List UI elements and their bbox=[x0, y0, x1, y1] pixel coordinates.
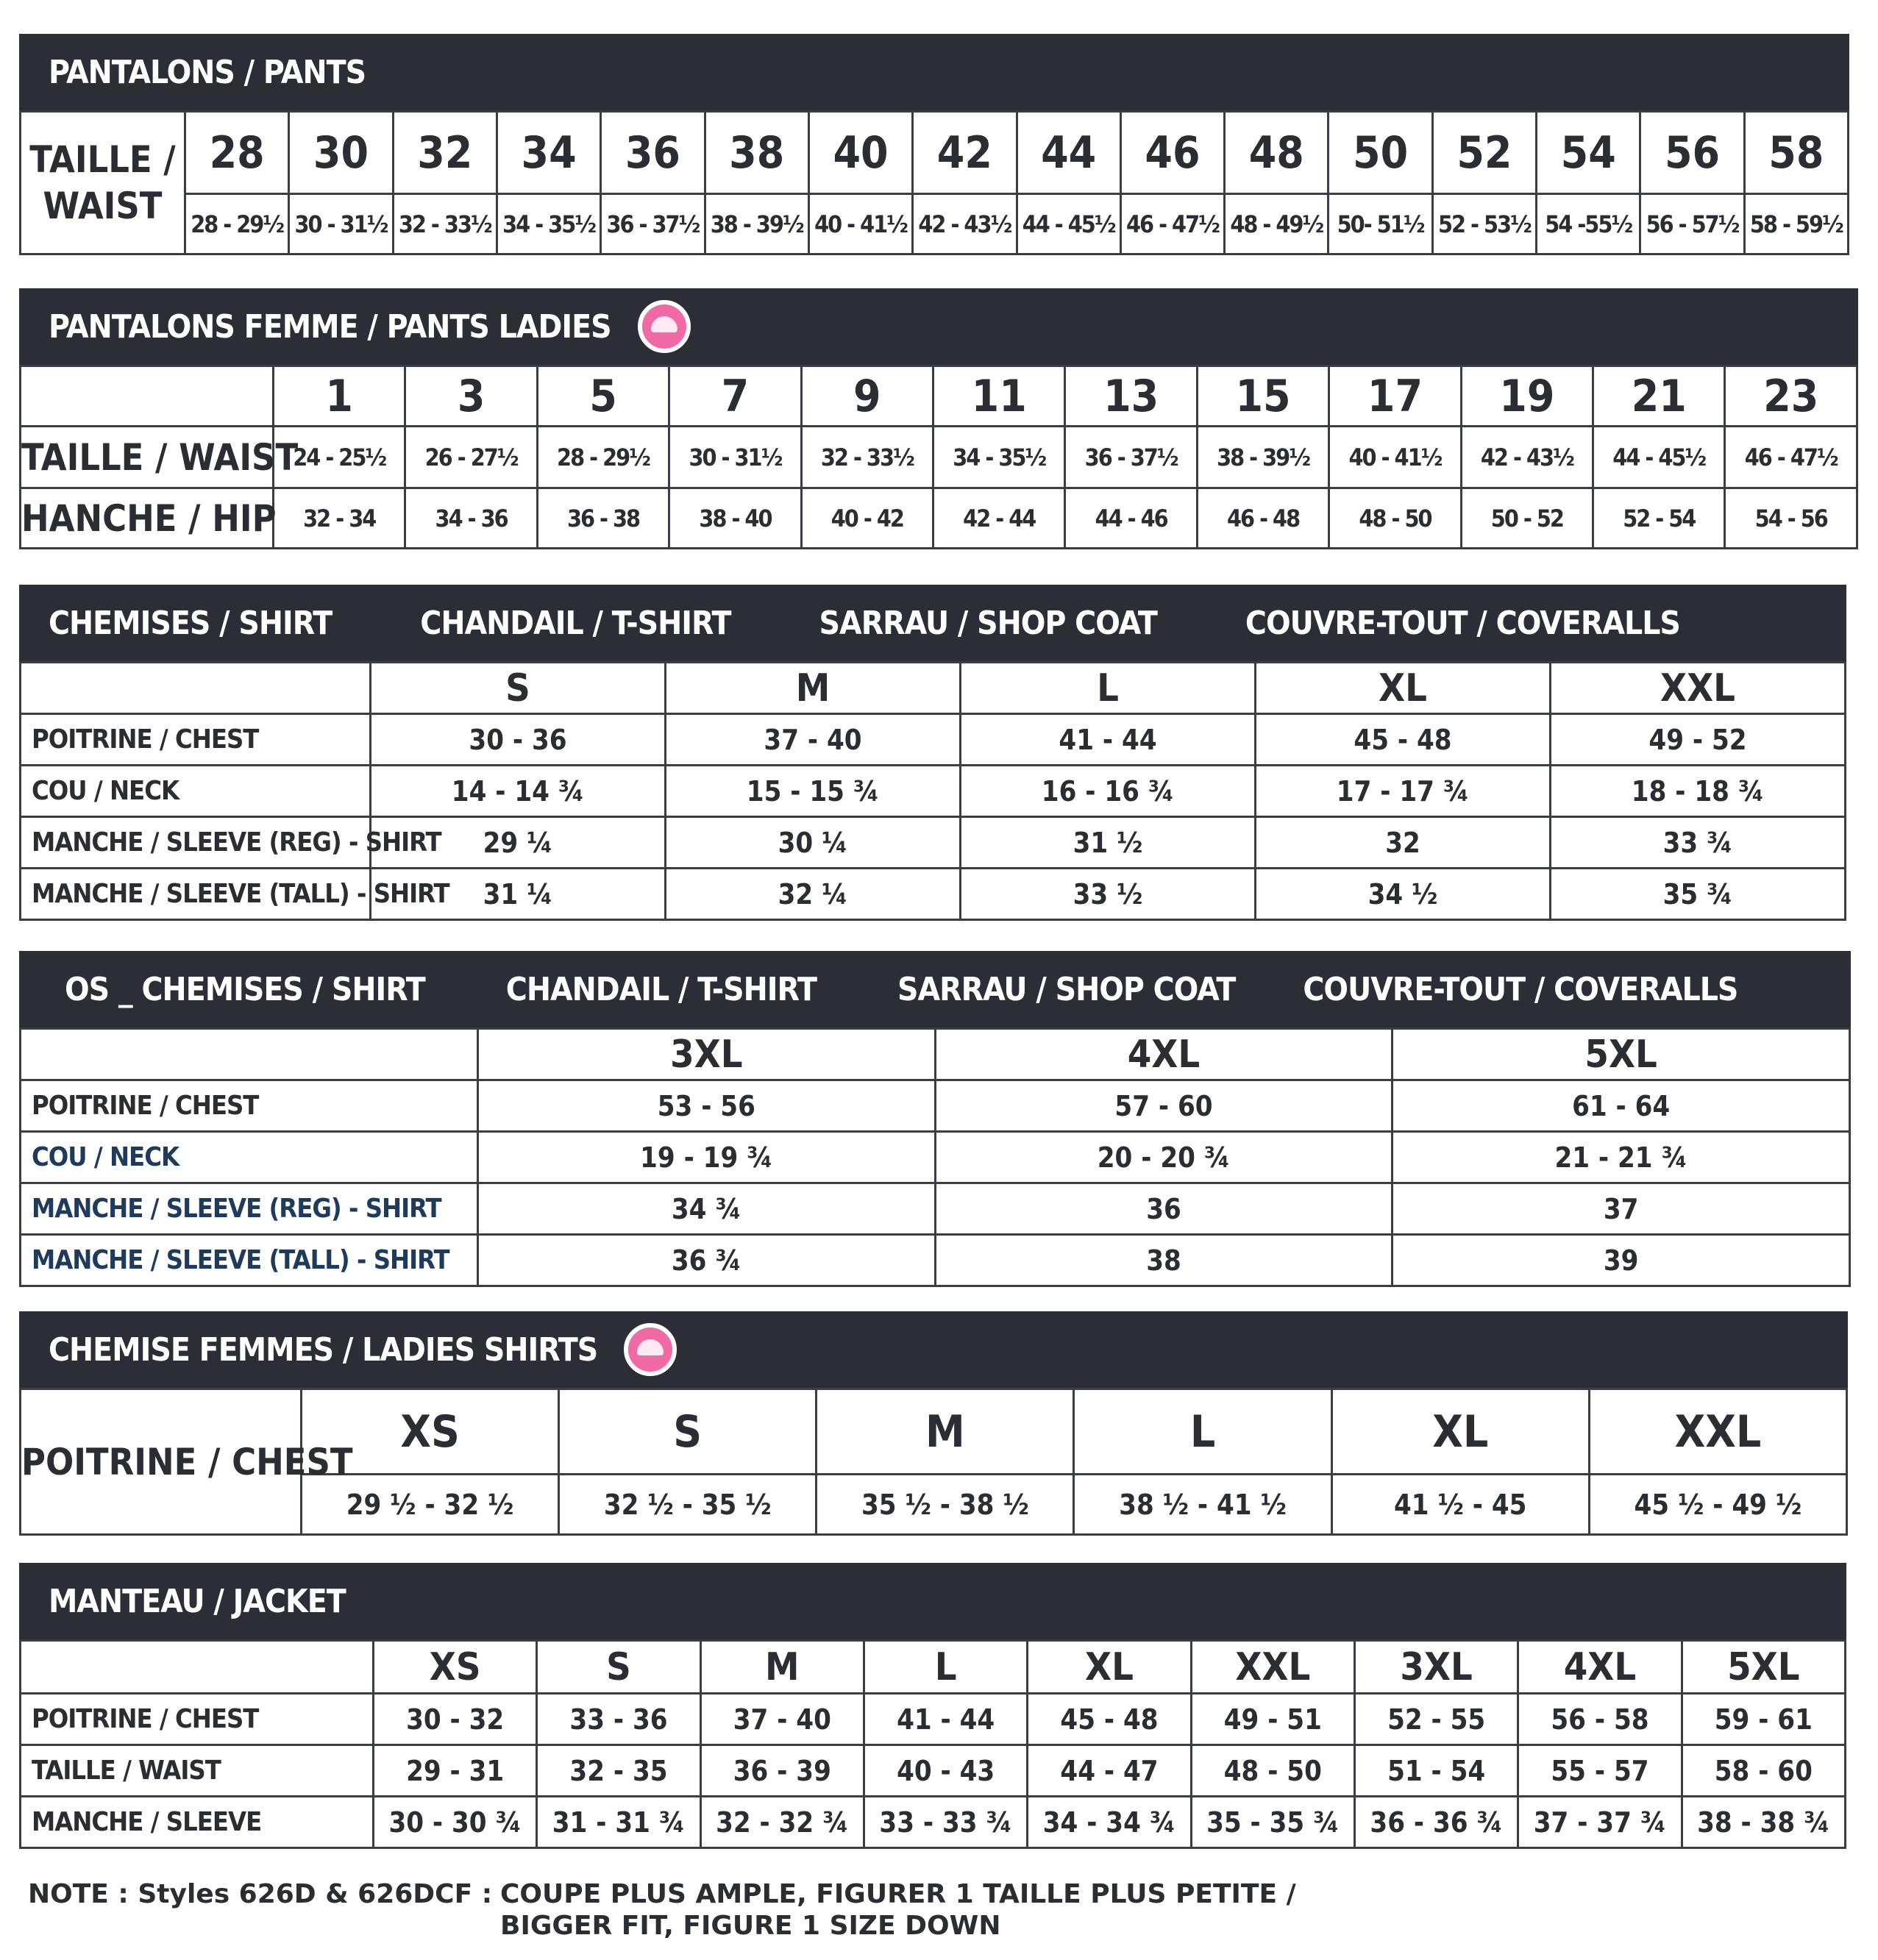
jacket-size: 4XL bbox=[1518, 1641, 1682, 1694]
jacket-section bbox=[19, 1563, 1846, 1849]
os-shirts-sleeve-tall: 39 bbox=[1393, 1235, 1850, 1286]
pink-helmet-icon bbox=[624, 1323, 677, 1376]
shirts-neck: 14 - 14 ¾ bbox=[371, 766, 666, 817]
shirts-sleeve-reg-label: MANCHE / SLEEVE (REG) - SHIRT bbox=[21, 817, 371, 869]
pants-range: 56 - 57½ bbox=[1640, 194, 1744, 254]
shirts-header bbox=[19, 585, 1846, 661]
jacket-sleeve: 32 - 32 ¾ bbox=[700, 1797, 864, 1848]
jacket-chest: 45 - 48 bbox=[1028, 1694, 1191, 1745]
ladies-pants-hip: 36 - 38 bbox=[537, 488, 669, 549]
ladies-pants-hip: 50 - 52 bbox=[1461, 488, 1593, 549]
ladies-shirts-size: S bbox=[559, 1389, 817, 1475]
os-shirts-sleeve-reg: 36 bbox=[935, 1183, 1393, 1235]
shirts-chest: 45 - 48 bbox=[1256, 714, 1551, 766]
os-shirts-size: 4XL bbox=[935, 1029, 1393, 1080]
os-shirts-chest-label: POITRINE / CHEST bbox=[21, 1080, 478, 1132]
ladies-pants-waist: 30 - 31½ bbox=[669, 427, 801, 488]
ladies-pants-hip: 38 - 40 bbox=[669, 488, 801, 549]
os-shirts-sleeve-tall-label: MANCHE / SLEEVE (TALL) - SHIRT bbox=[21, 1235, 478, 1286]
ladies-pants-size: 11 bbox=[933, 366, 1065, 427]
ladies-shirts-chest: 45 ½ - 49 ½ bbox=[1589, 1475, 1846, 1535]
ladies-shirts-chest: 38 ½ - 41 ½ bbox=[1074, 1475, 1331, 1535]
pants-range: 48 - 49½ bbox=[1225, 194, 1329, 254]
shirts-chest-label: POITRINE / CHEST bbox=[21, 714, 371, 766]
ladies-pants-waist: 26 - 27½ bbox=[405, 427, 537, 488]
ladies-shirts-chest: 41 ½ - 45 bbox=[1331, 1475, 1589, 1535]
os-shirts-sleeve-tall: 36 ¾ bbox=[478, 1235, 936, 1286]
shirts-sleeve-reg: 32 bbox=[1256, 817, 1551, 869]
jacket-size: XXL bbox=[1191, 1641, 1354, 1694]
ladies-pants-corner bbox=[21, 366, 274, 427]
note-label: NOTE : Styles 626D & 626DCF : bbox=[28, 1879, 493, 1909]
pants-range: 52 - 53½ bbox=[1432, 194, 1536, 254]
jacket-waist: 36 - 39 bbox=[700, 1745, 864, 1797]
shirts-table bbox=[19, 661, 1846, 921]
pants-range: 46 - 47½ bbox=[1120, 194, 1224, 254]
pants-header bbox=[19, 34, 1849, 110]
jacket-waist: 58 - 60 bbox=[1682, 1745, 1845, 1797]
shirts-sleeve-reg: 33 ¾ bbox=[1551, 817, 1846, 869]
ladies-pants-section bbox=[19, 288, 1858, 549]
os-shirts-neck: 19 - 19 ¾ bbox=[478, 1132, 936, 1183]
jacket-sleeve: 38 - 38 ¾ bbox=[1682, 1797, 1845, 1848]
jacket-waist: 40 - 43 bbox=[864, 1745, 1027, 1797]
ladies-pants-hip-label: HANCHE / HIP bbox=[21, 488, 274, 549]
jacket-sleeve: 34 - 34 ¾ bbox=[1028, 1797, 1191, 1848]
ladies-pants-hip: 40 - 42 bbox=[801, 488, 933, 549]
ladies-shirts-size: XXL bbox=[1589, 1389, 1846, 1475]
ladies-pants-waist: 32 - 33½ bbox=[801, 427, 933, 488]
pants-range: 42 - 43½ bbox=[913, 194, 1017, 254]
ladies-pants-hip: 34 - 36 bbox=[405, 488, 537, 549]
shirts-header-label: COUVRE-TOUT / COVERALLS bbox=[1245, 604, 1680, 642]
jacket-waist: 29 - 31 bbox=[374, 1745, 537, 1797]
ladies-shirts-chest: 35 ½ - 38 ½ bbox=[817, 1475, 1074, 1535]
ladies-pants-size: 19 bbox=[1461, 366, 1593, 427]
jacket-waist: 44 - 47 bbox=[1028, 1745, 1191, 1797]
shirts-size: XXL bbox=[1551, 663, 1846, 714]
pants-size: 44 bbox=[1017, 112, 1120, 194]
pants-size: 30 bbox=[289, 112, 393, 194]
pants-range: 40 - 41½ bbox=[808, 194, 912, 254]
jacket-size: XL bbox=[1028, 1641, 1191, 1694]
ladies-pants-hip: 54 - 56 bbox=[1725, 488, 1857, 549]
pants-size: 50 bbox=[1329, 112, 1432, 194]
jacket-waist: 48 - 50 bbox=[1191, 1745, 1354, 1797]
ladies-shirts-title: CHEMISE FEMMES / LADIES SHIRTS bbox=[49, 1330, 598, 1369]
ladies-pants-hip: 46 - 48 bbox=[1197, 488, 1329, 549]
os-shirts-sleeve-reg-label: MANCHE / SLEEVE (REG) - SHIRT bbox=[21, 1183, 478, 1235]
ladies-pants-size: 1 bbox=[274, 366, 405, 427]
jacket-waist: 51 - 54 bbox=[1354, 1745, 1518, 1797]
pants-size: 34 bbox=[497, 112, 600, 194]
shirts-sleeve-tall-label: MANCHE / SLEEVE (TALL) - SHIRT bbox=[21, 869, 371, 920]
jacket-size: L bbox=[864, 1641, 1027, 1694]
pants-size: 40 bbox=[808, 112, 912, 194]
os-shirts-table bbox=[19, 1027, 1851, 1287]
jacket-corner bbox=[21, 1641, 374, 1694]
shirts-chest: 37 - 40 bbox=[666, 714, 961, 766]
ladies-pants-title: PANTALONS FEMME / PANTS LADIES bbox=[49, 307, 611, 346]
jacket-size: S bbox=[537, 1641, 700, 1694]
os-shirts-header-label: COUVRE-TOUT / COVERALLS bbox=[1303, 970, 1738, 1008]
shirts-sleeve-reg: 30 ¼ bbox=[666, 817, 961, 869]
os-shirts-neck-label: COU / NECK bbox=[21, 1132, 478, 1183]
ladies-pants-size: 7 bbox=[669, 366, 801, 427]
ladies-pants-size: 3 bbox=[405, 366, 537, 427]
shirts-sleeve-tall: 31 ¼ bbox=[371, 869, 666, 920]
os-shirts-header bbox=[19, 951, 1851, 1027]
note-line-2: BIGGER FIT, FIGURE 1 SIZE DOWN bbox=[500, 1911, 1001, 1941]
shirts-chest: 30 - 36 bbox=[371, 714, 666, 766]
note-line-1: COUPE PLUS AMPLE, FIGURER 1 TAILLE PLUS PETITE / bbox=[500, 1879, 1296, 1909]
os-shirts-sleeve-reg: 34 ¾ bbox=[478, 1183, 936, 1235]
jacket-chest: 30 - 32 bbox=[374, 1694, 537, 1745]
ladies-shirts-chest: 32 ½ - 35 ½ bbox=[559, 1475, 817, 1535]
ladies-shirts-size: L bbox=[1074, 1389, 1331, 1475]
os-shirts-header-label: CHANDAIL / T-SHIRT bbox=[505, 970, 817, 1008]
os-shirts-header-label: OS _ CHEMISES / SHIRT bbox=[65, 970, 425, 1008]
ladies-pants-waist: 38 - 39½ bbox=[1197, 427, 1329, 488]
os-shirts-section bbox=[19, 951, 1851, 1287]
os-shirts-chest: 57 - 60 bbox=[935, 1080, 1393, 1132]
jacket-chest: 49 - 51 bbox=[1191, 1694, 1354, 1745]
os-shirts-sleeve-tall: 38 bbox=[935, 1235, 1393, 1286]
shirts-neck: 16 - 16 ¾ bbox=[961, 766, 1256, 817]
jacket-title: MANTEAU / JACKET bbox=[49, 1582, 346, 1620]
shirts-sleeve-reg: 29 ¼ bbox=[371, 817, 666, 869]
jacket-chest: 59 - 61 bbox=[1682, 1694, 1845, 1745]
pants-size: 32 bbox=[393, 112, 497, 194]
ladies-shirts-size: M bbox=[817, 1389, 1074, 1475]
shirts-neck: 15 - 15 ¾ bbox=[666, 766, 961, 817]
shirts-sleeve-tall: 35 ¾ bbox=[1551, 869, 1846, 920]
shirts-corner bbox=[21, 663, 371, 714]
ladies-shirts-header bbox=[19, 1311, 1848, 1388]
pants-size: 42 bbox=[913, 112, 1017, 194]
shirts-header-label: CHANDAIL / T-SHIRT bbox=[420, 604, 731, 642]
pants-size: 28 bbox=[185, 112, 289, 194]
pants-range: 54 -55½ bbox=[1537, 194, 1640, 254]
pants-size: 36 bbox=[601, 112, 705, 194]
os-shirts-sleeve-reg: 37 bbox=[1393, 1183, 1850, 1235]
shirts-chest: 41 - 44 bbox=[961, 714, 1256, 766]
pants-range: 30 - 31½ bbox=[289, 194, 393, 254]
ladies-shirts-chest: 29 ½ - 32 ½ bbox=[302, 1475, 559, 1535]
shirts-size: M bbox=[666, 663, 961, 714]
ladies-pants-waist: 28 - 29½ bbox=[537, 427, 669, 488]
jacket-sleeve: 37 - 37 ¾ bbox=[1518, 1797, 1682, 1848]
shirts-header-label: CHEMISES / SHIRT bbox=[49, 604, 332, 642]
pants-size: 48 bbox=[1225, 112, 1329, 194]
pants-table bbox=[19, 110, 1849, 255]
jacket-waist: 55 - 57 bbox=[1518, 1745, 1682, 1797]
jacket-waist: 32 - 35 bbox=[537, 1745, 700, 1797]
ladies-pants-waist-label: TAILLE / WAIST bbox=[21, 427, 274, 488]
jacket-size: XS bbox=[374, 1641, 537, 1694]
pants-section bbox=[19, 34, 1849, 255]
shirts-size: XL bbox=[1256, 663, 1551, 714]
pants-range: 32 - 33½ bbox=[393, 194, 497, 254]
pants-title: PANTALONS / PANTS bbox=[49, 53, 366, 91]
jacket-chest: 37 - 40 bbox=[700, 1694, 864, 1745]
ladies-pants-size: 9 bbox=[801, 366, 933, 427]
os-shirts-header-label: SARRAU / SHOP COAT bbox=[897, 970, 1236, 1008]
ladies-pants-size: 5 bbox=[537, 366, 669, 427]
ladies-shirts-size: XL bbox=[1331, 1389, 1589, 1475]
os-shirts-chest: 53 - 56 bbox=[478, 1080, 936, 1132]
jacket-sleeve: 33 - 33 ¾ bbox=[864, 1797, 1027, 1848]
shirts-size: S bbox=[371, 663, 666, 714]
jacket-sleeve: 30 - 30 ¾ bbox=[374, 1797, 537, 1848]
ladies-pants-size: 17 bbox=[1329, 366, 1461, 427]
pants-size: 56 bbox=[1640, 112, 1744, 194]
ladies-pants-header bbox=[19, 288, 1858, 365]
ladies-pants-size: 21 bbox=[1593, 366, 1725, 427]
ladies-pants-waist: 24 - 25½ bbox=[274, 427, 405, 488]
jacket-size: 3XL bbox=[1354, 1641, 1518, 1694]
jacket-chest: 56 - 58 bbox=[1518, 1694, 1682, 1745]
pants-size: 46 bbox=[1120, 112, 1224, 194]
pants-size: 38 bbox=[705, 112, 808, 194]
shirts-size: L bbox=[961, 663, 1256, 714]
os-shirts-neck: 20 - 20 ¾ bbox=[935, 1132, 1393, 1183]
pants-range: 36 - 37½ bbox=[601, 194, 705, 254]
ladies-shirts-table bbox=[19, 1388, 1848, 1536]
jacket-sleeve-label: MANCHE / SLEEVE bbox=[21, 1797, 374, 1848]
ladies-shirts-size: XS bbox=[302, 1389, 559, 1475]
pants-range: 28 - 29½ bbox=[185, 194, 289, 254]
os-shirts-corner bbox=[21, 1029, 478, 1080]
ladies-pants-waist: 40 - 41½ bbox=[1329, 427, 1461, 488]
ladies-pants-waist: 34 - 35½ bbox=[933, 427, 1065, 488]
ladies-pants-waist: 44 - 45½ bbox=[1593, 427, 1725, 488]
ladies-pants-hip: 52 - 54 bbox=[1593, 488, 1725, 549]
pants-range: 58 - 59½ bbox=[1744, 194, 1848, 254]
shirts-sleeve-tall: 34 ½ bbox=[1256, 869, 1551, 920]
jacket-chest: 52 - 55 bbox=[1354, 1694, 1518, 1745]
shirts-neck-label: COU / NECK bbox=[21, 766, 371, 817]
jacket-header bbox=[19, 1563, 1846, 1639]
pants-label-text: TAILLE / WAIST bbox=[29, 138, 176, 227]
ladies-pants-waist: 42 - 43½ bbox=[1461, 427, 1593, 488]
pink-helmet-icon bbox=[638, 300, 691, 353]
pants-range: 50- 51½ bbox=[1329, 194, 1432, 254]
ladies-pants-hip: 32 - 34 bbox=[274, 488, 405, 549]
ladies-pants-size: 13 bbox=[1065, 366, 1197, 427]
shirts-neck: 18 - 18 ¾ bbox=[1551, 766, 1846, 817]
pants-size: 54 bbox=[1537, 112, 1640, 194]
ladies-pants-waist: 36 - 37½ bbox=[1065, 427, 1197, 488]
os-shirts-chest: 61 - 64 bbox=[1393, 1080, 1850, 1132]
shirts-neck: 17 - 17 ¾ bbox=[1256, 766, 1551, 817]
pants-range: 34 - 35½ bbox=[497, 194, 600, 254]
jacket-chest: 41 - 44 bbox=[864, 1694, 1027, 1745]
ladies-pants-hip: 42 - 44 bbox=[933, 488, 1065, 549]
os-shirts-size: 5XL bbox=[1393, 1029, 1850, 1080]
shirts-sleeve-tall: 33 ½ bbox=[961, 869, 1256, 920]
jacket-table bbox=[19, 1639, 1846, 1849]
jacket-chest: 33 - 36 bbox=[537, 1694, 700, 1745]
jacket-sleeve: 35 - 35 ¾ bbox=[1191, 1797, 1354, 1848]
ladies-shirts-chest-label: POITRINE / CHEST bbox=[21, 1389, 302, 1535]
ladies-pants-waist: 46 - 47½ bbox=[1725, 427, 1857, 488]
ladies-pants-hip: 48 - 50 bbox=[1329, 488, 1461, 549]
os-shirts-neck: 21 - 21 ¾ bbox=[1393, 1132, 1850, 1183]
pants-size: 58 bbox=[1744, 112, 1848, 194]
jacket-size: M bbox=[700, 1641, 864, 1694]
ladies-shirts-section bbox=[19, 1311, 1848, 1536]
ladies-pants-size: 23 bbox=[1725, 366, 1857, 427]
jacket-sleeve: 36 - 36 ¾ bbox=[1354, 1797, 1518, 1848]
ladies-pants-table bbox=[19, 365, 1858, 549]
pants-size: 52 bbox=[1432, 112, 1536, 194]
jacket-sleeve: 31 - 31 ¾ bbox=[537, 1797, 700, 1848]
shirts-sleeve-reg: 31 ½ bbox=[961, 817, 1256, 869]
jacket-waist-label: TAILLE / WAIST bbox=[21, 1745, 374, 1797]
os-shirts-size: 3XL bbox=[478, 1029, 936, 1080]
shirts-sleeve-tall: 32 ¼ bbox=[666, 869, 961, 920]
pants-range: 44 - 45½ bbox=[1017, 194, 1120, 254]
jacket-size: 5XL bbox=[1682, 1641, 1845, 1694]
ladies-pants-size: 15 bbox=[1197, 366, 1329, 427]
pants-row-label bbox=[21, 112, 185, 254]
pants-range: 38 - 39½ bbox=[705, 194, 808, 254]
shirts-section bbox=[19, 585, 1846, 921]
shirts-chest: 49 - 52 bbox=[1551, 714, 1846, 766]
jacket-chest-label: POITRINE / CHEST bbox=[21, 1694, 374, 1745]
shirts-header-label: SARRAU / SHOP COAT bbox=[819, 604, 1157, 642]
ladies-pants-hip: 44 - 46 bbox=[1065, 488, 1197, 549]
